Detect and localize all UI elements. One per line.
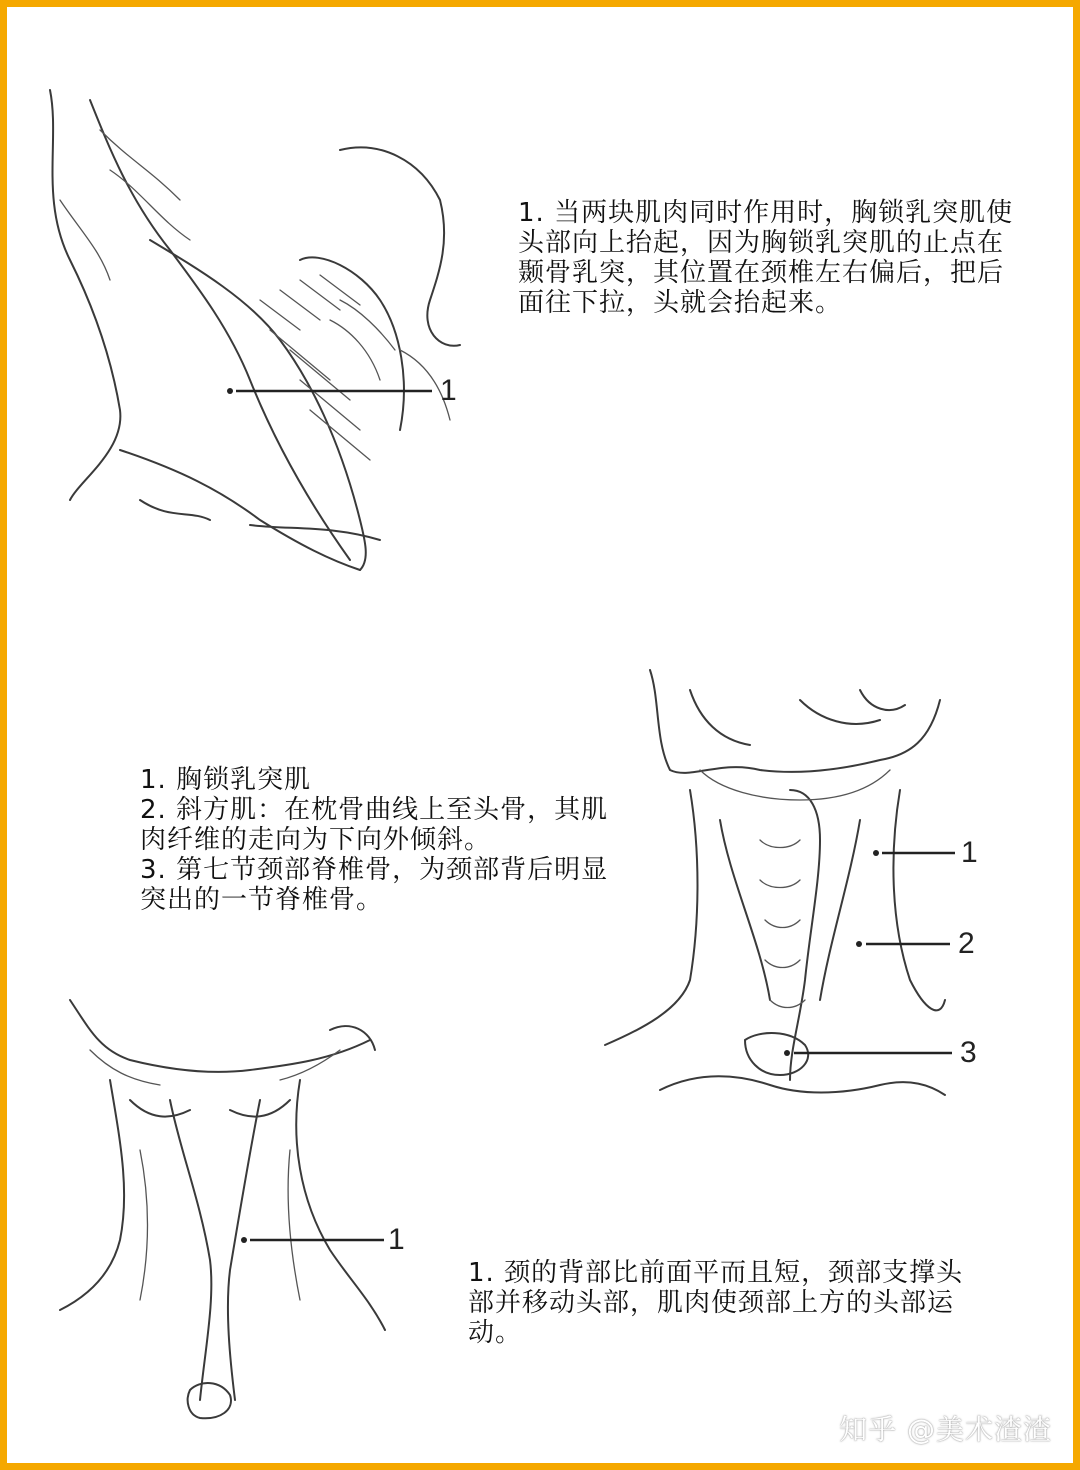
legend-item-1: 1. 胸锁乳突肌 bbox=[140, 765, 312, 795]
front-view-caption: 1. 颈的背部比前面平而且短，颈部支撑头部并移动头部，肌肉使颈部上方的头部运动。 bbox=[468, 1258, 964, 1348]
back-label-3: 3 bbox=[960, 1036, 977, 1069]
side-pointer-dot bbox=[227, 388, 233, 394]
front-pointer-dot bbox=[241, 1237, 247, 1243]
front-view-sketch bbox=[60, 1000, 385, 1418]
back-view-legend bbox=[140, 765, 630, 915]
back-pointer-dot-1 bbox=[873, 850, 879, 856]
back-pointer-dot-3 bbox=[784, 1050, 790, 1056]
legend-item-2: 2. 斜方肌：在枕骨曲线上至头骨，其肌肉纤维的走向为下向外倾斜。 bbox=[140, 795, 609, 855]
back-label-2: 2 bbox=[958, 927, 975, 960]
watermark: 知乎 @美术渣渣 bbox=[839, 1413, 1052, 1446]
back-label-1: 1 bbox=[961, 836, 978, 869]
side-view-sketch bbox=[50, 90, 460, 570]
legend-item-3: 3. 第七节颈部脊椎骨，为颈部背后明显突出的一节脊椎骨。 bbox=[140, 855, 609, 915]
back-view-sketch bbox=[605, 670, 945, 1095]
side-label-1: 1 bbox=[440, 374, 457, 407]
side-view-caption: 1. 当两块肌肉同时作用时，胸锁乳突肌使头部向上抬起，因为胸锁乳突肌的止点在颞骨乳突，其位置在颈椎左右偏后，把后面往下拉，头就会抬起来。 bbox=[518, 198, 1014, 318]
front-label-1: 1 bbox=[388, 1223, 405, 1256]
back-pointer-dot-2 bbox=[856, 941, 862, 947]
